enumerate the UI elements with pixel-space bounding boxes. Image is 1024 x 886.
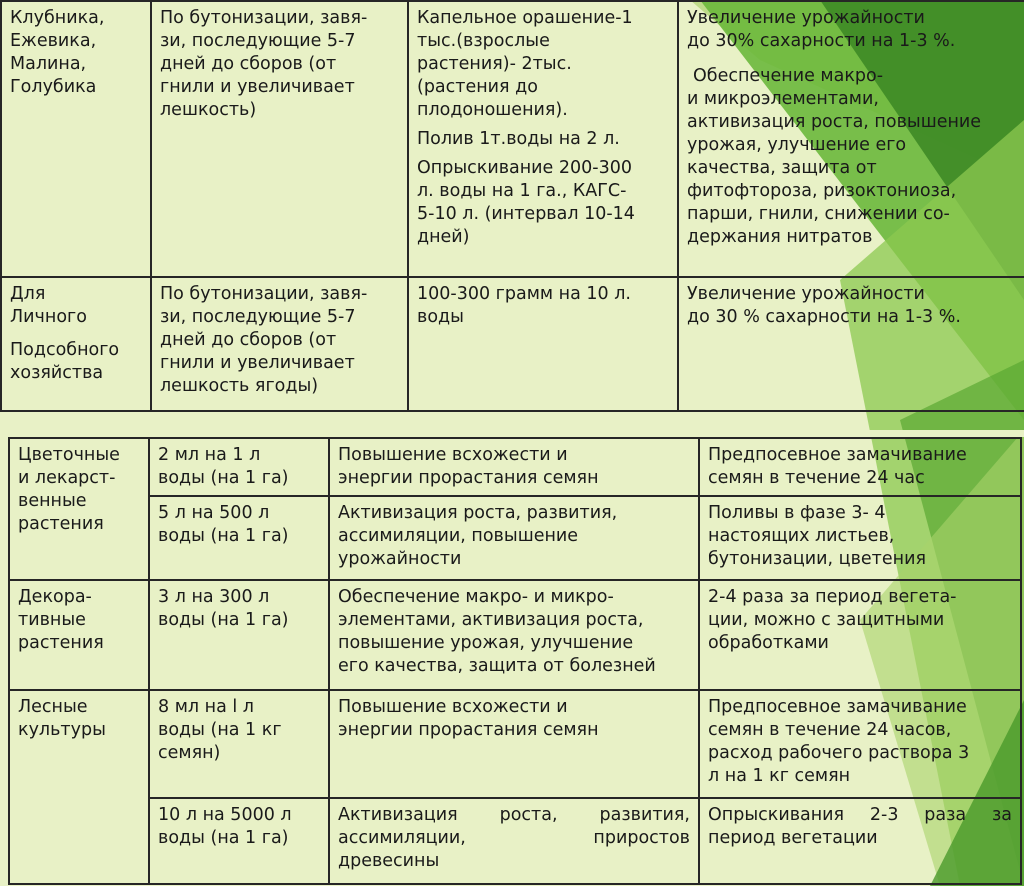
table-row <box>9 798 1021 884</box>
text-line: воды (на 1 га) <box>158 526 289 546</box>
effect-cell <box>329 580 699 690</box>
text-line: его качества, защита от болезней <box>338 656 656 676</box>
table-row <box>9 438 1021 496</box>
text-line: зи, последующие 5-7 <box>160 31 356 51</box>
text-line: элементами, активизация роста, <box>338 610 644 630</box>
text-line: ассимиляции, приростов <box>338 828 690 848</box>
text-line: Декора- <box>18 587 92 607</box>
text-line: Обеспечение макро- <box>693 66 884 86</box>
text-line: (растения до <box>417 77 538 97</box>
text-line: Опрыскивание 200-300 <box>417 158 633 178</box>
text-line: растения <box>18 514 104 534</box>
crop-table-berries <box>0 0 1024 412</box>
dose-cell <box>408 277 678 411</box>
text-line: энергии прорастания семян <box>338 720 599 740</box>
text-line: воды (на 1 кг <box>158 720 282 740</box>
usage-cell <box>699 798 1021 884</box>
text-line: воды (на 1 га) <box>158 468 289 488</box>
usage-cell <box>699 496 1021 580</box>
text-line: дней) <box>417 227 470 247</box>
text-line: Увеличение урожайности <box>687 284 925 304</box>
text-line: семян) <box>158 743 221 763</box>
text-line: период вегетации <box>708 828 878 848</box>
text-line: дней до сборов (от <box>160 330 337 350</box>
text-line: Повышение всхожести и <box>338 445 568 465</box>
text-line: Поливы в фазе 3- 4 <box>708 503 886 523</box>
table-row <box>1 277 1024 411</box>
dose-cell <box>149 438 329 496</box>
usage-cell <box>699 580 1021 690</box>
text-line: воды <box>417 307 464 327</box>
text-line: Увеличение урожайности <box>687 8 925 28</box>
text-line: повышение урожая, улучшение <box>338 633 634 653</box>
text-line: ции, можно с защитными <box>708 610 945 630</box>
text-line: Предпосевное замачивание <box>708 445 967 465</box>
effect-cell <box>329 690 699 798</box>
text-line: до 30 % сахарности на 1-3 %. <box>687 307 961 327</box>
text-line: 5-10 л. (интервал 10-14 <box>417 204 635 224</box>
text-line: Подсобного <box>10 340 120 360</box>
text-line: энергии прорастания семян <box>338 468 599 488</box>
usage-cell <box>699 690 1021 798</box>
text-line: тивные <box>18 610 86 630</box>
text-line: Ежевика, <box>10 31 97 51</box>
crop-cell <box>9 580 149 690</box>
text-line: держания нитратов <box>687 227 873 247</box>
text-line: расход рабочего раствора 3 <box>708 743 970 763</box>
text-line: урожайности <box>338 549 462 569</box>
text-line: Капельное орашение-1 <box>417 8 633 28</box>
text-line: ассимиляции, повышение <box>338 526 579 546</box>
crop-cell <box>9 438 149 580</box>
text-line: семян в течение 24 часов, <box>708 720 952 740</box>
text-line: тыс.(взрослые <box>417 31 550 51</box>
text-line: 100-300 грамм на 10 л. <box>417 284 631 304</box>
text-line: Предпосевное замачивание <box>708 697 967 717</box>
text-line: гнили и увеличивает <box>160 77 355 97</box>
text-line: активизация роста, повышение <box>687 112 982 132</box>
text-line: Клубника, <box>10 8 105 28</box>
effect-cell <box>678 277 1024 411</box>
text-line: древесины <box>338 851 440 871</box>
text-line: 5 л на 500 л <box>158 503 270 523</box>
usage-cell <box>699 438 1021 496</box>
crop-cell <box>1 1 151 277</box>
timing-cell <box>151 277 408 411</box>
crop-cell <box>1 277 151 411</box>
text-line: Опрыскивания 2-3 раза за <box>708 805 1012 825</box>
timing-cell <box>151 1 408 277</box>
text-line: Лесные <box>18 697 88 717</box>
text-line: Для <box>10 284 46 304</box>
table-row <box>9 690 1021 798</box>
text-line: настоящих листьев, <box>708 526 895 546</box>
text-line: парши, гнили, снижении со- <box>687 204 950 224</box>
text-line: Обеспечение макро- и микро- <box>338 587 614 607</box>
dose-cell <box>149 690 329 798</box>
text-line: дней до сборов (от <box>160 54 337 74</box>
dose-cell <box>149 580 329 690</box>
text-line: бутонизации, цветения <box>708 549 926 569</box>
text-line: Полив 1т.воды на 2 л. <box>417 129 620 149</box>
text-line: культуры <box>18 720 106 740</box>
effect-cell <box>329 496 699 580</box>
text-line: По бутонизации, завя- <box>160 8 368 28</box>
table-row <box>9 580 1021 690</box>
text-line: растения <box>18 633 104 653</box>
text-line: венные <box>18 491 87 511</box>
text-line: По бутонизации, завя- <box>160 284 368 304</box>
text-line: лешкость ягоды) <box>160 376 319 396</box>
text-line: урожая, улучшение его <box>687 135 907 155</box>
text-line: и микроэлементами, <box>687 89 879 109</box>
text-line: фитофтороза, ризоктониоза, <box>687 181 957 201</box>
crop-cell <box>9 690 149 884</box>
effect-cell <box>329 438 699 496</box>
text-line: 2 мл на 1 л <box>158 445 261 465</box>
text-line: семян в течение 24 час <box>708 468 925 488</box>
text-line: растения)- 2тыс. <box>417 54 572 74</box>
crop-table-plants <box>8 437 1022 885</box>
text-line: плодоношения). <box>417 100 568 120</box>
text-line: 8 мл на l л <box>158 697 254 717</box>
text-line: воды (на 1 га) <box>158 828 289 848</box>
text-line: Малина, <box>10 54 87 74</box>
text-line: зи, последующие 5-7 <box>160 307 356 327</box>
dose-cell <box>149 496 329 580</box>
text-line: хозяйства <box>10 363 104 383</box>
text-line: 3 л на 300 л <box>158 587 270 607</box>
text-line: 10 л на 5000 л <box>158 805 292 825</box>
text-line: л на 1 кг семян <box>708 766 851 786</box>
text-line: Активизация роста, развития, <box>338 503 618 523</box>
text-line: до 30% сахарности на 1-3 %. <box>687 31 956 51</box>
text-line: лешкость) <box>160 100 257 120</box>
text-line: обработками <box>708 633 829 653</box>
text-line: л. воды на 1 га., КАГС- <box>417 181 627 201</box>
effect-cell <box>678 1 1024 277</box>
text-line: Активизация роста, развития, <box>338 805 690 825</box>
text-line: гнили и увеличивает <box>160 353 355 373</box>
text-line: Личного <box>10 307 87 327</box>
text-line: Голубика <box>10 77 97 97</box>
text-line: качества, защита от <box>687 158 877 178</box>
table-row <box>1 1 1024 277</box>
text-line: и лекарст- <box>18 468 116 488</box>
text-line: воды (на 1 га) <box>158 610 289 630</box>
text-line: Цветочные <box>18 445 120 465</box>
effect-cell <box>329 798 699 884</box>
dose-cell <box>149 798 329 884</box>
text-line: Повышение всхожести и <box>338 697 568 717</box>
text-line: 2-4 раза за период вегета- <box>708 587 957 607</box>
table-row <box>9 496 1021 580</box>
dose-cell <box>408 1 678 277</box>
